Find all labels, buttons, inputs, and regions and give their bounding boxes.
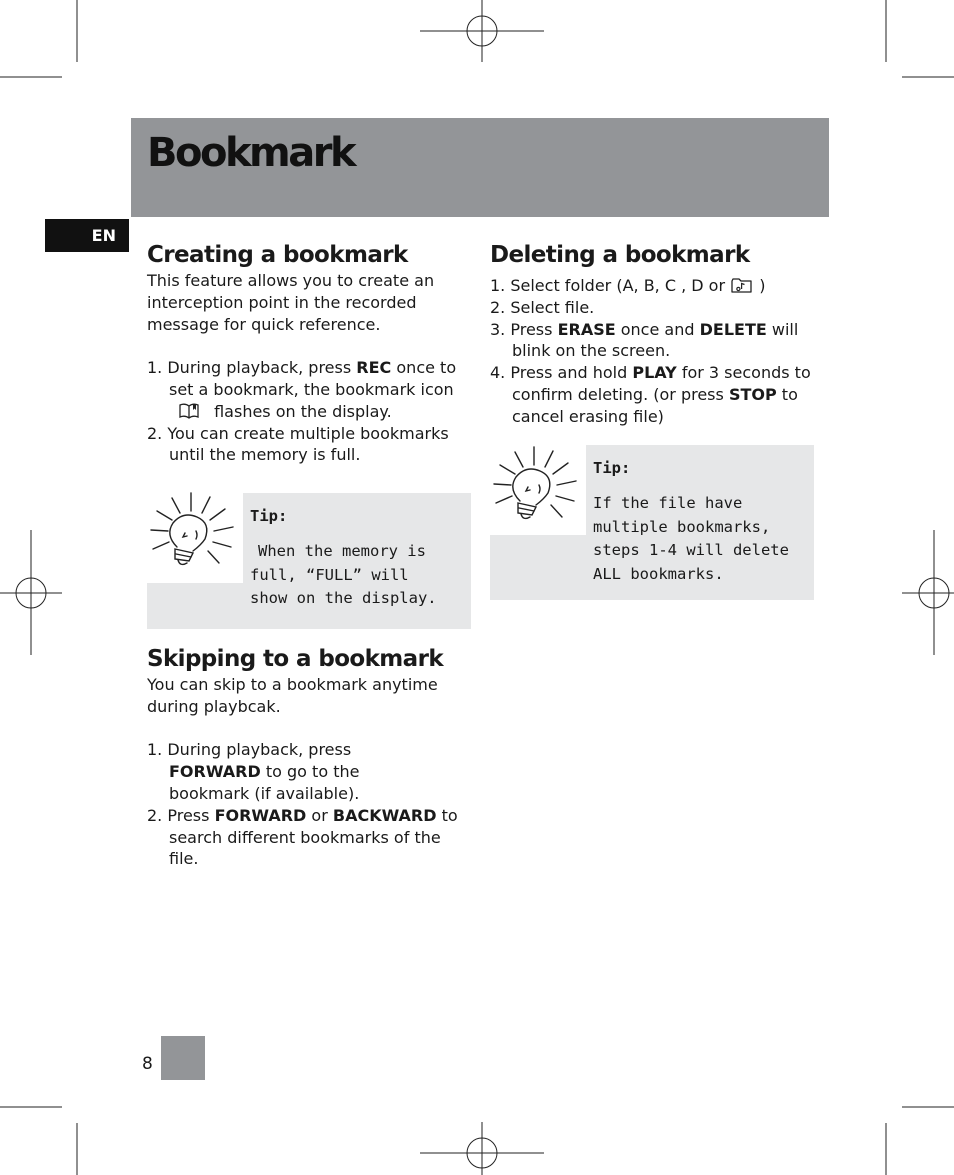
language-tab-label: EN xyxy=(91,226,116,245)
list-item: 4. Press and hold PLAY for 3 seconds to confirm deleting. (or press STOP to cancel erasing file) xyxy=(490,363,811,426)
list-item: 1. Select folder (A, B, C , D or ) xyxy=(490,276,766,295)
list-item: 2. You can create multiple bookmarks until the memory is full. xyxy=(147,423,449,465)
deleting-tip-text: If the file have multiple bookmarks, steps 1-4 will delete ALL bookmarks. xyxy=(593,494,789,583)
page-number-box xyxy=(161,1036,205,1080)
skipping-intro: You can skip to a bookmark anytime during playbcak. xyxy=(147,675,438,716)
registration-target-right xyxy=(902,530,954,655)
language-tab xyxy=(45,219,129,252)
key-label: PLAY xyxy=(632,363,677,383)
registration-target-bottom xyxy=(420,1122,544,1175)
registration-target-left xyxy=(0,530,62,655)
creating-intro: This feature allows you to create an interception point in the recorded message for quick reference. xyxy=(147,271,435,334)
creating-heading: Creating a bookmark xyxy=(147,242,408,268)
key-label: FORWARD xyxy=(169,762,261,782)
key-label: ERASE xyxy=(557,319,616,339)
list-item: 2. Press FORWARD or BACKWARD to search different bookmarks of the file. xyxy=(147,805,458,869)
tip-label: Tip: xyxy=(593,459,631,477)
page-number: 8 xyxy=(142,1054,153,1074)
key-label: FORWARD xyxy=(214,805,307,825)
creating-tip-text: When the memory is full, “FULL” will show on the display. xyxy=(250,542,437,607)
creating-tip-box xyxy=(147,493,471,629)
deleting-heading: Deleting a bookmark xyxy=(490,242,750,268)
creating-section xyxy=(147,240,473,466)
open-book-bookmark-icon xyxy=(169,402,209,420)
list-item: 1. During playback, press REC once to set a bookmark, the bookmark icon flashes on the display. xyxy=(147,358,457,421)
lightbulb-icon xyxy=(147,489,243,585)
list-item: 1. During playback, press FORWARD to go to the bookmark (if available). xyxy=(147,740,360,803)
skipping-heading: Skipping to a bookmark xyxy=(147,646,444,672)
list-item: 2. Select file. xyxy=(490,297,595,317)
key-label: BACKWARD xyxy=(332,805,437,825)
registration-target-top xyxy=(420,0,544,62)
creating-steps xyxy=(147,357,473,466)
list-item: 3. Press ERASE once and DELETE will blink on the screen. xyxy=(490,319,799,361)
lightbulb-icon xyxy=(490,443,586,539)
deleting-tip-box xyxy=(490,445,814,600)
deleting-steps xyxy=(490,275,816,428)
skipping-steps xyxy=(147,739,473,870)
key-label: DELETE xyxy=(699,319,767,339)
key-label: REC xyxy=(356,358,392,378)
deleting-section xyxy=(490,240,816,428)
page-title: Bookmark xyxy=(147,130,355,176)
skipping-section xyxy=(147,644,473,870)
music-folder-icon xyxy=(730,276,754,294)
tip-label: Tip: xyxy=(250,507,288,525)
key-label: STOP xyxy=(728,384,777,404)
